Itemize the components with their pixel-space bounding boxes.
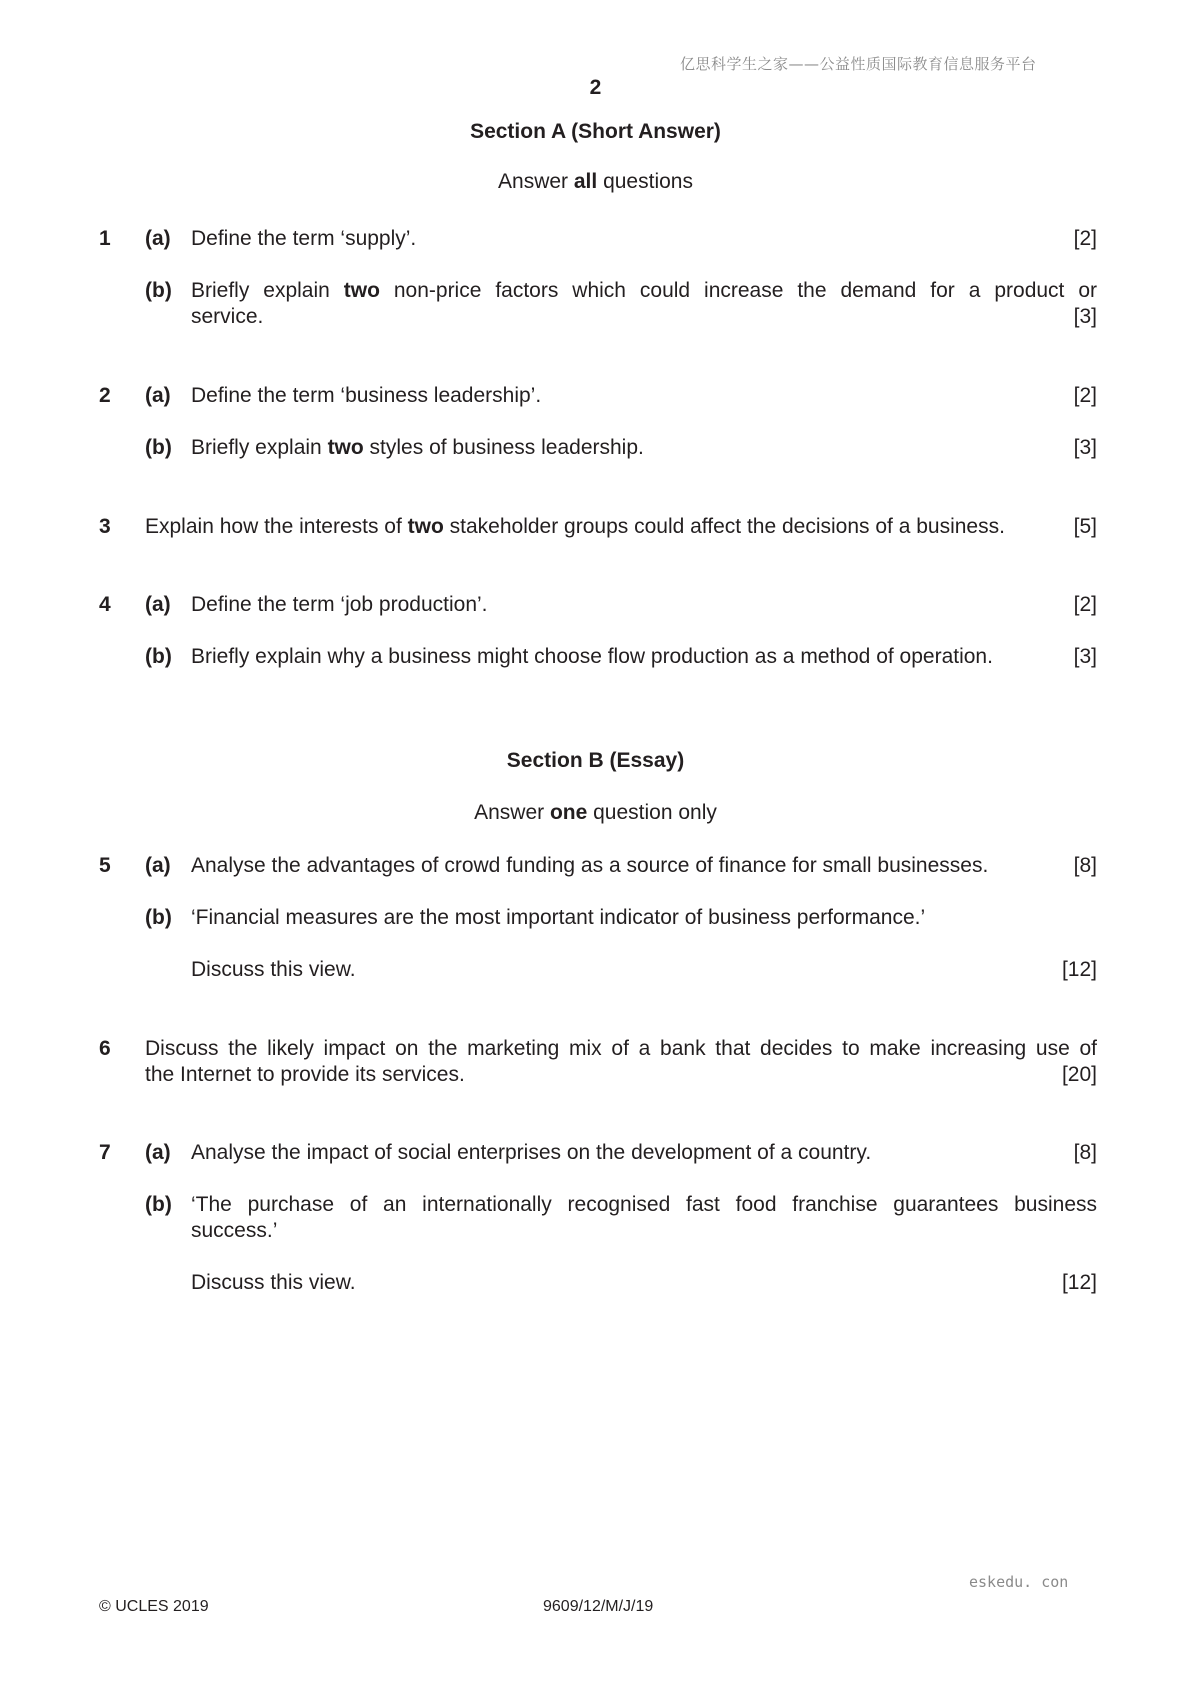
part-label: (b) [145, 1193, 172, 1216]
discuss-instruction: Discuss this view. [191, 958, 356, 981]
discuss-instruction: Discuss this view. [191, 1271, 356, 1294]
section-a-title: Section A (Short Answer) [470, 120, 721, 143]
marks: [3] [1073, 305, 1097, 328]
question-quote: ‘Financial measures are the most important indicator of business performance.’ [191, 906, 926, 929]
question-text: Briefly explain why a business might choose flow production as a method of operation. [191, 645, 993, 668]
part-label: (a) [145, 384, 171, 407]
question-text: Explain how the interests of two stakeholder groups could affect the decisions of a business. [145, 515, 1005, 538]
question-text: Briefly explain two non-price factors which could increase the demand for a product or [191, 279, 1097, 302]
marks: [12] [1061, 1271, 1097, 1294]
marks: [3] [1073, 436, 1097, 459]
question-number: 4 [99, 593, 111, 616]
footer-copyright: © UCLES 2019 [99, 1598, 209, 1615]
marks: [2] [1073, 593, 1097, 616]
marks: [2] [1073, 227, 1097, 250]
question-text-continued: service. [191, 305, 264, 328]
marks: [8] [1073, 1141, 1097, 1164]
question-text: Analyse the advantages of crowd funding as a source of finance for small businesses. [191, 854, 989, 877]
marks: [8] [1073, 854, 1097, 877]
question-text: Briefly explain two styles of business leadership. [191, 436, 644, 459]
part-label: (b) [145, 279, 172, 302]
question-text-continued: the Internet to provide its services. [145, 1063, 465, 1086]
page-number: 2 [589, 76, 602, 99]
marks: [20] [1061, 1063, 1097, 1086]
question-number: 1 [99, 227, 111, 250]
question-number: 7 [99, 1141, 111, 1164]
part-label: (b) [145, 436, 172, 459]
part-label: (b) [145, 906, 172, 929]
watermark-footer: eskedu. con [969, 1573, 1069, 1591]
part-label: (b) [145, 645, 172, 668]
section-a-instruction: Answer all questions [498, 170, 693, 193]
question-number: 6 [99, 1037, 111, 1060]
question-number: 3 [99, 515, 111, 538]
watermark-header: 亿思科学生之家——公益性质国际教育信息服务平台 [680, 55, 1037, 73]
question-text: Define the term ‘job production’. [191, 593, 488, 616]
marks: [3] [1073, 645, 1097, 668]
marks: [5] [1073, 515, 1097, 538]
marks: [12] [1061, 958, 1097, 981]
part-label: (a) [145, 854, 171, 877]
question-text: Define the term ‘supply’. [191, 227, 417, 250]
question-quote: ‘The purchase of an internationally recognised fast food franchise guarantees business [191, 1193, 1097, 1216]
question-number: 2 [99, 384, 111, 407]
section-b-instruction: Answer one question only [474, 801, 717, 824]
footer-paper-code: 9609/12/M/J/19 [543, 1598, 654, 1615]
question-text: Analyse the impact of social enterprises on the development of a country. [191, 1141, 872, 1164]
part-label: (a) [145, 593, 171, 616]
marks: [2] [1073, 384, 1097, 407]
part-label: (a) [145, 227, 171, 250]
question-text: Discuss the likely impact on the marketing mix of a bank that decides to make increasing use of [145, 1037, 1097, 1060]
question-quote-continued: success.’ [191, 1219, 278, 1242]
section-b-title: Section B (Essay) [506, 749, 685, 772]
question-number: 5 [99, 854, 111, 877]
question-text: Define the term ‘business leadership’. [191, 384, 542, 407]
part-label: (a) [145, 1141, 171, 1164]
